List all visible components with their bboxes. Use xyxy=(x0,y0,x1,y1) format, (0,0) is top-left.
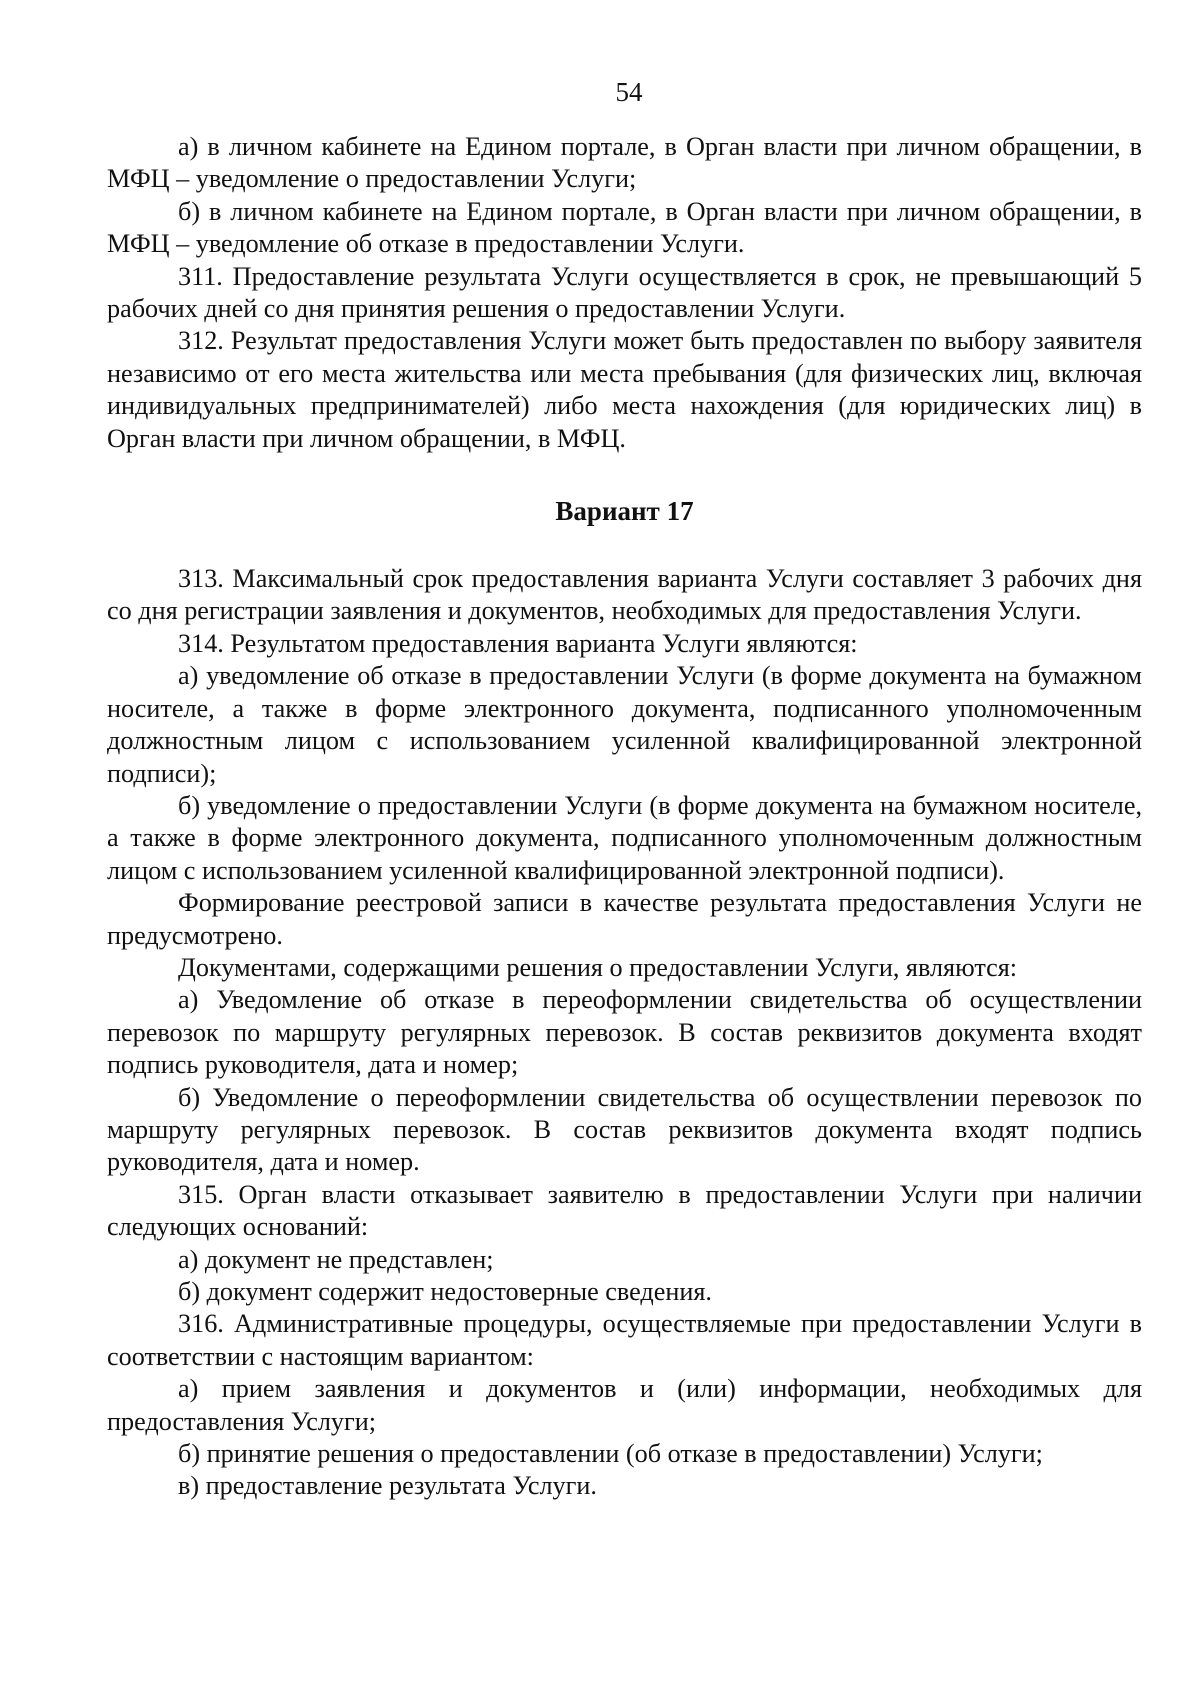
paragraph: в) предоставление результата Услуги. xyxy=(178,1471,597,1501)
document-body xyxy=(107,131,1142,1503)
paragraph: Документами, содержащими решения о предоставлении Услуги, являются: xyxy=(178,952,1018,982)
paragraph: а) Уведомление об отказе в переоформлении свидетельства об осуществлении перевозок по маршруту регулярных перевозок. В состав реквизитов документа входят подпись руководителя, дата и номер; xyxy=(107,985,1142,1080)
paragraph: 311. Предоставление результата Услуги осуществляется в срок, не превышающий 5 рабочих дней со дня принятия решения о предоставлении Услуги. xyxy=(107,261,1142,324)
paragraph: 314. Результатом предоставления варианта Услуги являются: xyxy=(178,628,858,658)
paragraph: а) документ не представлен; xyxy=(178,1244,494,1274)
paragraph: а) уведомление об отказе в предоставлении Услуги (в форме документа на бумажном носителе, а также в форме электронного документа, подписанного уполномоченным должностным лицом с использованием усиленной квалифицированной электронной подписи); xyxy=(107,661,1142,788)
paragraph: 312. Результат предоставления Услуги может быть предоставлен по выбору заявителя независимо от его места жительства или места пребывания (для физических лиц, включая индивидуальных предпринимателей) либо места нахождения (для юридических лиц) в Орган власти при личном обращении, в МФЦ. xyxy=(107,326,1142,453)
paragraph: б) уведомление о предоставлении Услуги (в форме документа на бумажном носителе, а также в форме электронного документа, подписанного уполномоченным должностным лицом с использованием усиленной квалифицированной электронной подписи). xyxy=(107,790,1142,885)
paragraph: 316. Административные процедуры, осуществляемые при предоставлении Услуги в соответствии с настоящим вариантом: xyxy=(107,1309,1142,1371)
paragraph: 315. Орган власти отказывает заявителю в предоставлении Услуги при наличии следующих оснований: xyxy=(107,1179,1142,1242)
paragraph: б) принятие решения о предоставлении (об отказе в предоставлении) Услуги; xyxy=(178,1439,1043,1469)
paragraph: Формирование реестровой записи в качестве результата предоставления Услуги не предусмотрено. xyxy=(107,888,1142,950)
paragraph: а) в личном кабинете на Едином портале, в Орган власти при личном обращении, в МФЦ – уведомление о предоставлении Услуги; xyxy=(107,132,1142,194)
section-heading: Вариант 17 xyxy=(555,496,694,527)
page-number: 54 xyxy=(615,77,643,107)
paragraph: а) прием заявления и документов и (или) информации, необходимых для предоставления Услуги; xyxy=(107,1374,1142,1436)
paragraph: б) Уведомление о переоформлении свидетельства об осуществлении перевозок по маршруту регулярных перевозок. В состав реквизитов документа входят подпись руководителя, дата и номер. xyxy=(107,1082,1142,1177)
paragraph: б) в личном кабинете на Едином портале, в Орган власти при личном обращении, в МФЦ – уведомление об отказе в предоставлении Услуги. xyxy=(107,196,1142,259)
paragraph: 313. Максимальный срок предоставления варианта Услуги составляет 3 рабочих дня со дня регистрации заявления и документов, необходимых для предоставления Услуги. xyxy=(107,564,1142,626)
paragraph: б) документ содержит недостоверные сведения. xyxy=(178,1277,712,1306)
